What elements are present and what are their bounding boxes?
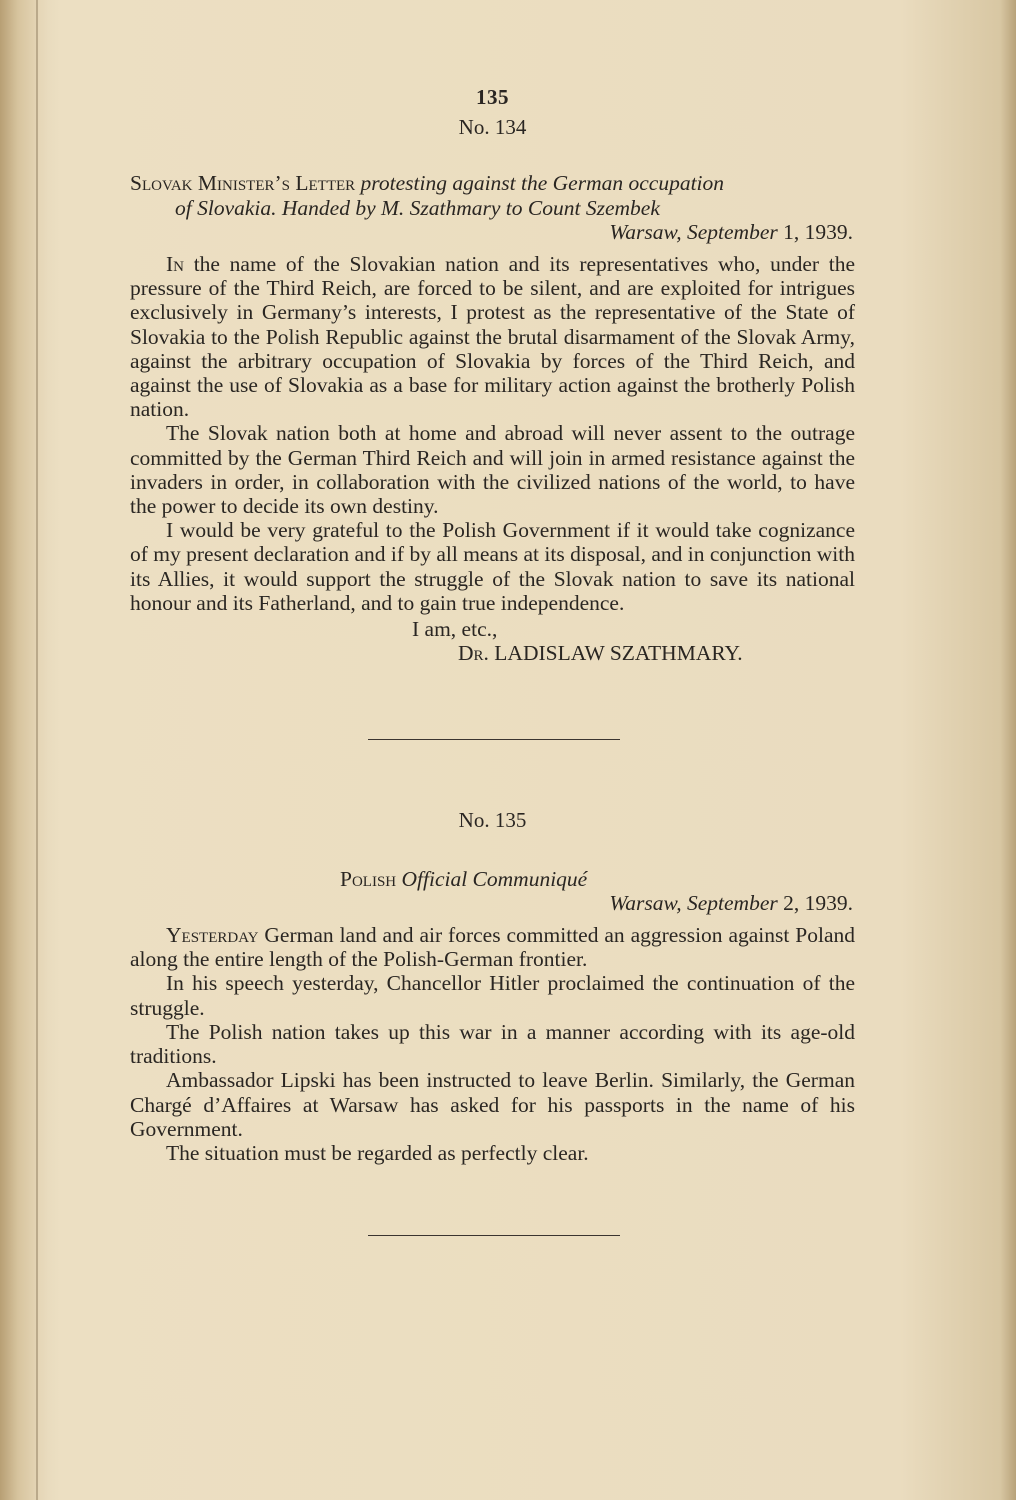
heading-title: Slovak Minister’s Letter bbox=[130, 171, 356, 196]
closing-salutation: I am, etc., bbox=[412, 617, 498, 642]
gutter-line bbox=[36, 0, 38, 1500]
dateline bbox=[130, 891, 855, 915]
dateline-date: 2, 1939. bbox=[783, 890, 853, 915]
page-content bbox=[130, 85, 855, 1236]
book-spine-shadow bbox=[0, 0, 48, 1500]
paragraph: In his speech yesterday, Chancellor Hitler proclaimed the continuation of the struggle. bbox=[130, 971, 855, 1020]
paragraph-lead: In bbox=[166, 252, 184, 277]
document-number-134: No. 134 bbox=[458, 115, 527, 140]
paragraph: Ambassador Lipski has been instructed to leave Berlin. Similarly, the German Chargé d’Affaires at Warsaw has asked for his passports in the name of his Government. bbox=[130, 1068, 855, 1141]
page-number: 135 bbox=[476, 85, 509, 109]
paragraph: The Slovak nation both at home and abroad will never assent to the outrage committed by the German Third Reich and will join in armed resistance against the invaders in order, in collaboration with the civilized nations of the world, to have the power to decide its own destiny. bbox=[130, 421, 855, 519]
paragraph: The Polish nation takes up this war in a manner according with its age-old traditions. bbox=[130, 1019, 855, 1069]
document-134-heading bbox=[130, 171, 855, 244]
dateline-place: Warsaw, September bbox=[609, 219, 778, 244]
letter-closing bbox=[130, 617, 855, 665]
dateline-place: Warsaw, September bbox=[609, 890, 778, 915]
paragraph: I would be very grateful to the Polish Government if it would take cognizance of my present declaration and if by all means at its disposal, and in conjunction with its Allies, it would support the struggle of the Slovak nation to save its national honour and its Fatherland, and to gain true independence. bbox=[130, 518, 855, 615]
paragraph: The situation must be regarded as perfectly clear. bbox=[166, 1140, 589, 1165]
paragraph bbox=[130, 923, 855, 971]
section-divider bbox=[368, 739, 620, 740]
section-divider bbox=[368, 1235, 620, 1236]
paragraph-text: German land and air forces committed an aggression against Poland along the entire length of the Polish-German frontier. bbox=[130, 923, 855, 972]
paragraph bbox=[130, 252, 855, 421]
signature-name: LADISLAW SZATHMARY. bbox=[494, 641, 743, 666]
paragraph-text: the name of the Slovakian nation and its representatives who, under the pressure of the Third Reich, are forced to be silent, and are exploited for intrigues exclusively in Germany’s interests, I protest as the representative of the State of Slovakia to the Polish Republic against the brutal disarmament of the Slovak Army, against the arbitrary occupation of Slovakia by forces of the Third Reich, and against the use of Slovakia as a base for military action against the brotherly Polish nation. bbox=[130, 252, 855, 422]
signature bbox=[130, 641, 855, 665]
heading-subtitle: protesting against the German occupation bbox=[360, 171, 725, 196]
heading-subtitle: Official Communiqué bbox=[401, 866, 588, 891]
document-135-heading bbox=[130, 867, 855, 915]
heading-subtitle-line2: of Slovakia. Handed by M. Szathmary to Count Szembek bbox=[175, 195, 660, 220]
heading-title: Polish bbox=[340, 866, 397, 891]
document-number-135: No. 135 bbox=[458, 808, 527, 833]
signature-prefix: Dr. bbox=[458, 641, 489, 666]
dateline-date: 1, 1939. bbox=[783, 219, 853, 244]
paragraph-lead: Yesterday bbox=[166, 923, 259, 948]
heading-line bbox=[130, 867, 587, 891]
dateline bbox=[130, 220, 855, 244]
